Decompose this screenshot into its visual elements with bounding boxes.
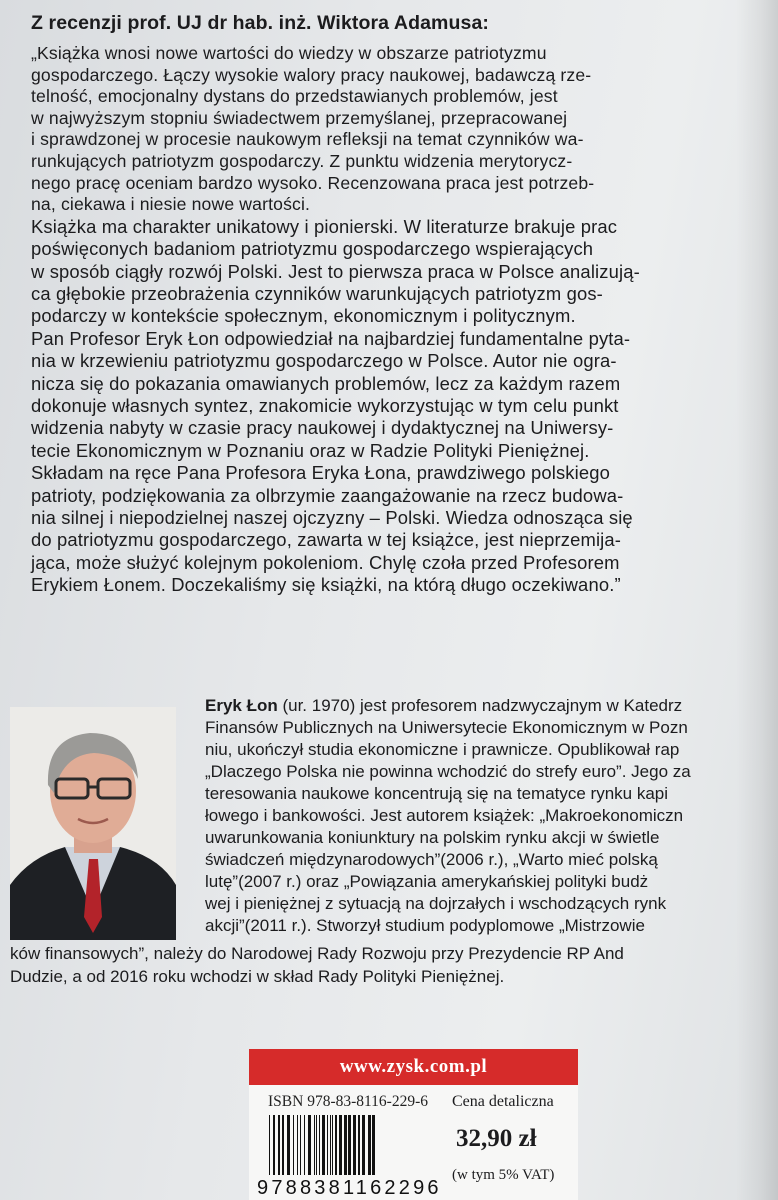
- review-line: podarczy w kontekście społecznym, ekonomicznym i politycznym.: [31, 305, 576, 327]
- barcode-bar: [300, 1115, 301, 1175]
- review-line: Pan Profesor Eryk Łon odpowiedział na najbardziej fundamentalne pyta-: [31, 327, 631, 349]
- bio-line: Dudzie, a od 2016 roku wchodzi w skład Rady Polityki Pieniężnej.: [10, 967, 505, 986]
- barcode-bar: [282, 1115, 284, 1175]
- barcode-bar: [293, 1115, 294, 1175]
- barcode-bar: [322, 1115, 325, 1175]
- review-heading: Z recenzji prof. UJ dr hab. inż. Wiktora Adamusa:: [31, 12, 489, 34]
- isbn-text: ISBN 978-83-8116-229-6: [268, 1093, 429, 1110]
- barcode-bar: [358, 1115, 360, 1175]
- barcode-bar: [287, 1115, 290, 1175]
- barcode-bars: [269, 1115, 445, 1181]
- bio-line: łowego i bankowości. Jest autorem książek: „Makroekonomiczn: [205, 806, 684, 825]
- bio-line: ków finansowych”, należy do Narodowej Rady Rozwoju przy Prezydencie RP And: [10, 944, 624, 963]
- bio-line: świadczeń międzynarodowych”(2006 r.), „Warto mieć polską: [205, 850, 658, 869]
- review-line: poświęconych badaniom patriotyzmu gospodarczego wspierających: [31, 238, 594, 260]
- vat-note: (w tym 5% VAT): [452, 1167, 555, 1183]
- review-line: nia silnej i niepodzielnej naszej ojczyzny – Polski. Wiedza odnosząca się: [31, 507, 633, 529]
- author-photo: [10, 707, 176, 940]
- review-line: runkujących patriotyzm gospodarczy. Z punktu widzenia merytorycz-: [31, 150, 573, 171]
- price-value: 32,90 zł: [456, 1125, 537, 1152]
- barcode-bar: [372, 1115, 375, 1175]
- review-line: ca głębokie przeobrażenia czynników warunkujących patriotyzm gos-: [31, 282, 603, 304]
- review-line: Składam na ręce Pana Profesora Eryka Łona, prawdziwego polskiego: [31, 462, 611, 484]
- bio-line-1: [205, 695, 682, 717]
- bio-line: lutę”(2007 r.) oraz „Powiązania amerykańskiej polityki budż: [205, 872, 649, 891]
- review-text: [31, 43, 771, 597]
- barcode-bar: [297, 1115, 298, 1175]
- review-line: nego pracę oceniam bardzo wysoko. Recenzowana praca jest potrzeb-: [31, 172, 595, 193]
- barcode-bar: [335, 1115, 337, 1175]
- bio-line-1-text: (ur. 1970) jest profesorem nadzwyczajnym w Katedrz: [277, 696, 683, 715]
- bio-line: akcji”(2011 r.). Stworzył studium podyplomowe „Mistrzowie: [205, 916, 645, 935]
- review-line: nicza się do pokazania omawianych problemów, lecz za każdym razem: [31, 372, 621, 394]
- review-line: Erykiem Łonem. Doczekaliśmy się książki, na którą długo oczekiwano.”: [31, 574, 621, 596]
- barcode-bar: [308, 1115, 311, 1175]
- barcode-bar: [327, 1115, 328, 1175]
- barcode-bar: [348, 1115, 351, 1175]
- barcode-bar: [304, 1115, 305, 1175]
- barcode-bar: [314, 1115, 315, 1175]
- review-line: patrioty, podziękowania za olbrzymie zaangażowanie na rzecz budowa-: [31, 484, 624, 506]
- bio-line: uwarunkowania koniunktury na polskim rynku akcji w świetle: [205, 828, 660, 847]
- barcode-bar: [368, 1115, 371, 1175]
- review-line: tecie Ekonomicznym w Poznaniu oraz w Radzie Polityki Pieniężnej.: [31, 439, 590, 461]
- bio-line: Finansów Publicznych na Uniwersytecie Ekonomicznym w Pozn: [205, 718, 688, 737]
- barcode-bar: [362, 1115, 365, 1175]
- review-line: „Książka wnosi nowe wartości do wiedzy w obszarze patriotyzmu: [31, 43, 547, 63]
- review-line: na, ciekawa i niesie nowe wartości.: [31, 194, 311, 215]
- barcode-bar: [278, 1115, 280, 1175]
- bio-line: niu, ukończył studia ekonomiczne i prawnicze. Opublikował rap: [205, 740, 680, 759]
- bio-line: teresowania naukowe koncentrują się na tematyce rynku kapi: [205, 784, 669, 803]
- review-line: gospodarczego. Łączy wysokie walory pracy naukowej, badawczą rze-: [31, 64, 592, 85]
- review-line: i sprawdzonej w procesie naukowym refleksji na temat czynników wa-: [31, 129, 584, 150]
- barcode-bar: [273, 1115, 275, 1175]
- barcode-bar: [339, 1115, 342, 1175]
- review-line: dokonuje własnych syntez, znakomicie wykorzystując w tym celu punkt: [31, 395, 619, 416]
- review-line: telność, emocjonalny dystans do przedstawianych problemów, jest: [31, 86, 558, 107]
- review-line: w sposób ciągły rozwój Polski. Jest to pierwsza praca w Polsce analizują-: [31, 260, 640, 282]
- price-label: Cena detaliczna: [452, 1093, 554, 1110]
- review-line: w najwyższym stopniu świadectwem przemyślanej, przepracowanej: [31, 107, 568, 128]
- review-line: Książka ma charakter unikatowy i pionierski. W literaturze brakuje prac: [31, 215, 618, 237]
- bio-line: „Dlaczego Polska nie powinna wchodzić do strefy euro”. Jego za: [205, 762, 691, 781]
- barcode-bar: [319, 1115, 320, 1175]
- barcode-bar: [332, 1115, 333, 1175]
- barcode-bar: [269, 1115, 270, 1175]
- publisher-url: www.zysk.com.pl: [249, 1049, 578, 1085]
- barcode-bar: [353, 1115, 356, 1175]
- barcode-digits: 9788381162296: [257, 1177, 442, 1199]
- barcode-label: [249, 1049, 578, 1200]
- barcode-bar: [344, 1115, 347, 1175]
- review-line: jąca, może służyć kolejnym pokoleniom. Chylę czoła przed Profesorem: [31, 551, 620, 573]
- review-line: nia w krzewieniu patriotyzmu gospodarczego w Polsce. Autor nie ogra-: [31, 350, 617, 372]
- review-line: do patriotyzmu gospodarczego, zawarta w tej książce, jest nieprzemija-: [31, 529, 622, 551]
- author-name: Eryk Łon: [205, 696, 278, 715]
- barcode-bar: [330, 1115, 331, 1175]
- review-line: widzenia nabyty w czasie pracy naukowej i dydaktycznej na Uniwersy-: [31, 417, 614, 439]
- barcode-bar: [316, 1115, 317, 1175]
- bio-line: wej i pieniężnej z sytuacją na dojrzałych i wschodzących rynk: [205, 894, 667, 913]
